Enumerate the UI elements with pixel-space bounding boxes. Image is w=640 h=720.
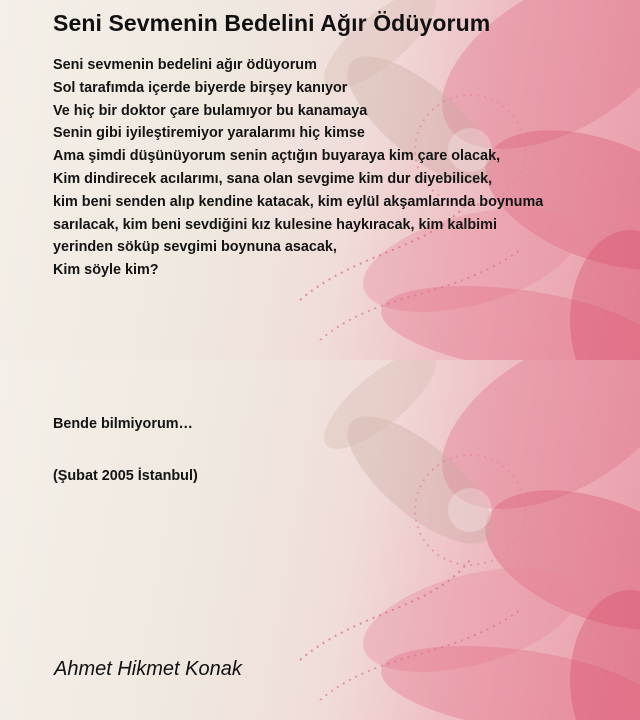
poem-line: Ama şimdi düşünüyorum senin açtığın buyaraya kim çare olacak, xyxy=(53,148,501,165)
author-name: Ahmet Hikmet Konak xyxy=(54,658,242,680)
poem-line: sarılacak, kim beni sevdiğini kız kulesine haykıracak, kim kalbimi xyxy=(53,216,497,233)
poem-line: Ve hiç bir doktor çare bulamıyor bu kanamaya xyxy=(53,102,368,119)
poem-body xyxy=(53,54,633,282)
date-place: (Şubat 2005 İstanbul) xyxy=(53,468,198,484)
poem-line: Sol tarafımda içerde biyerde birşey kanıyor xyxy=(53,79,348,96)
poem-line: Kim söyle kim? xyxy=(53,262,159,279)
poem-line: Seni sevmenin bedelini ağır ödüyorum xyxy=(53,57,317,73)
poem-line: kim beni senden alıp kendine katacak, kim eylül akşamlarında boynuma xyxy=(53,193,544,210)
poem-line: Kim dindirecek acılarımı, sana olan sevgime kim dur diyebilicek, xyxy=(53,170,493,187)
poem-line: yerinden söküp sevgimi boynuna asacak, xyxy=(53,239,337,256)
closing-line: Bende bilmiyorum… xyxy=(53,416,193,432)
poem-title: Seni Sevmenin Bedelini Ağır Ödüyorum xyxy=(53,10,491,36)
poem-line: Senin gibi iyileştiremiyor yaralarımı hiç kimse xyxy=(53,125,365,142)
